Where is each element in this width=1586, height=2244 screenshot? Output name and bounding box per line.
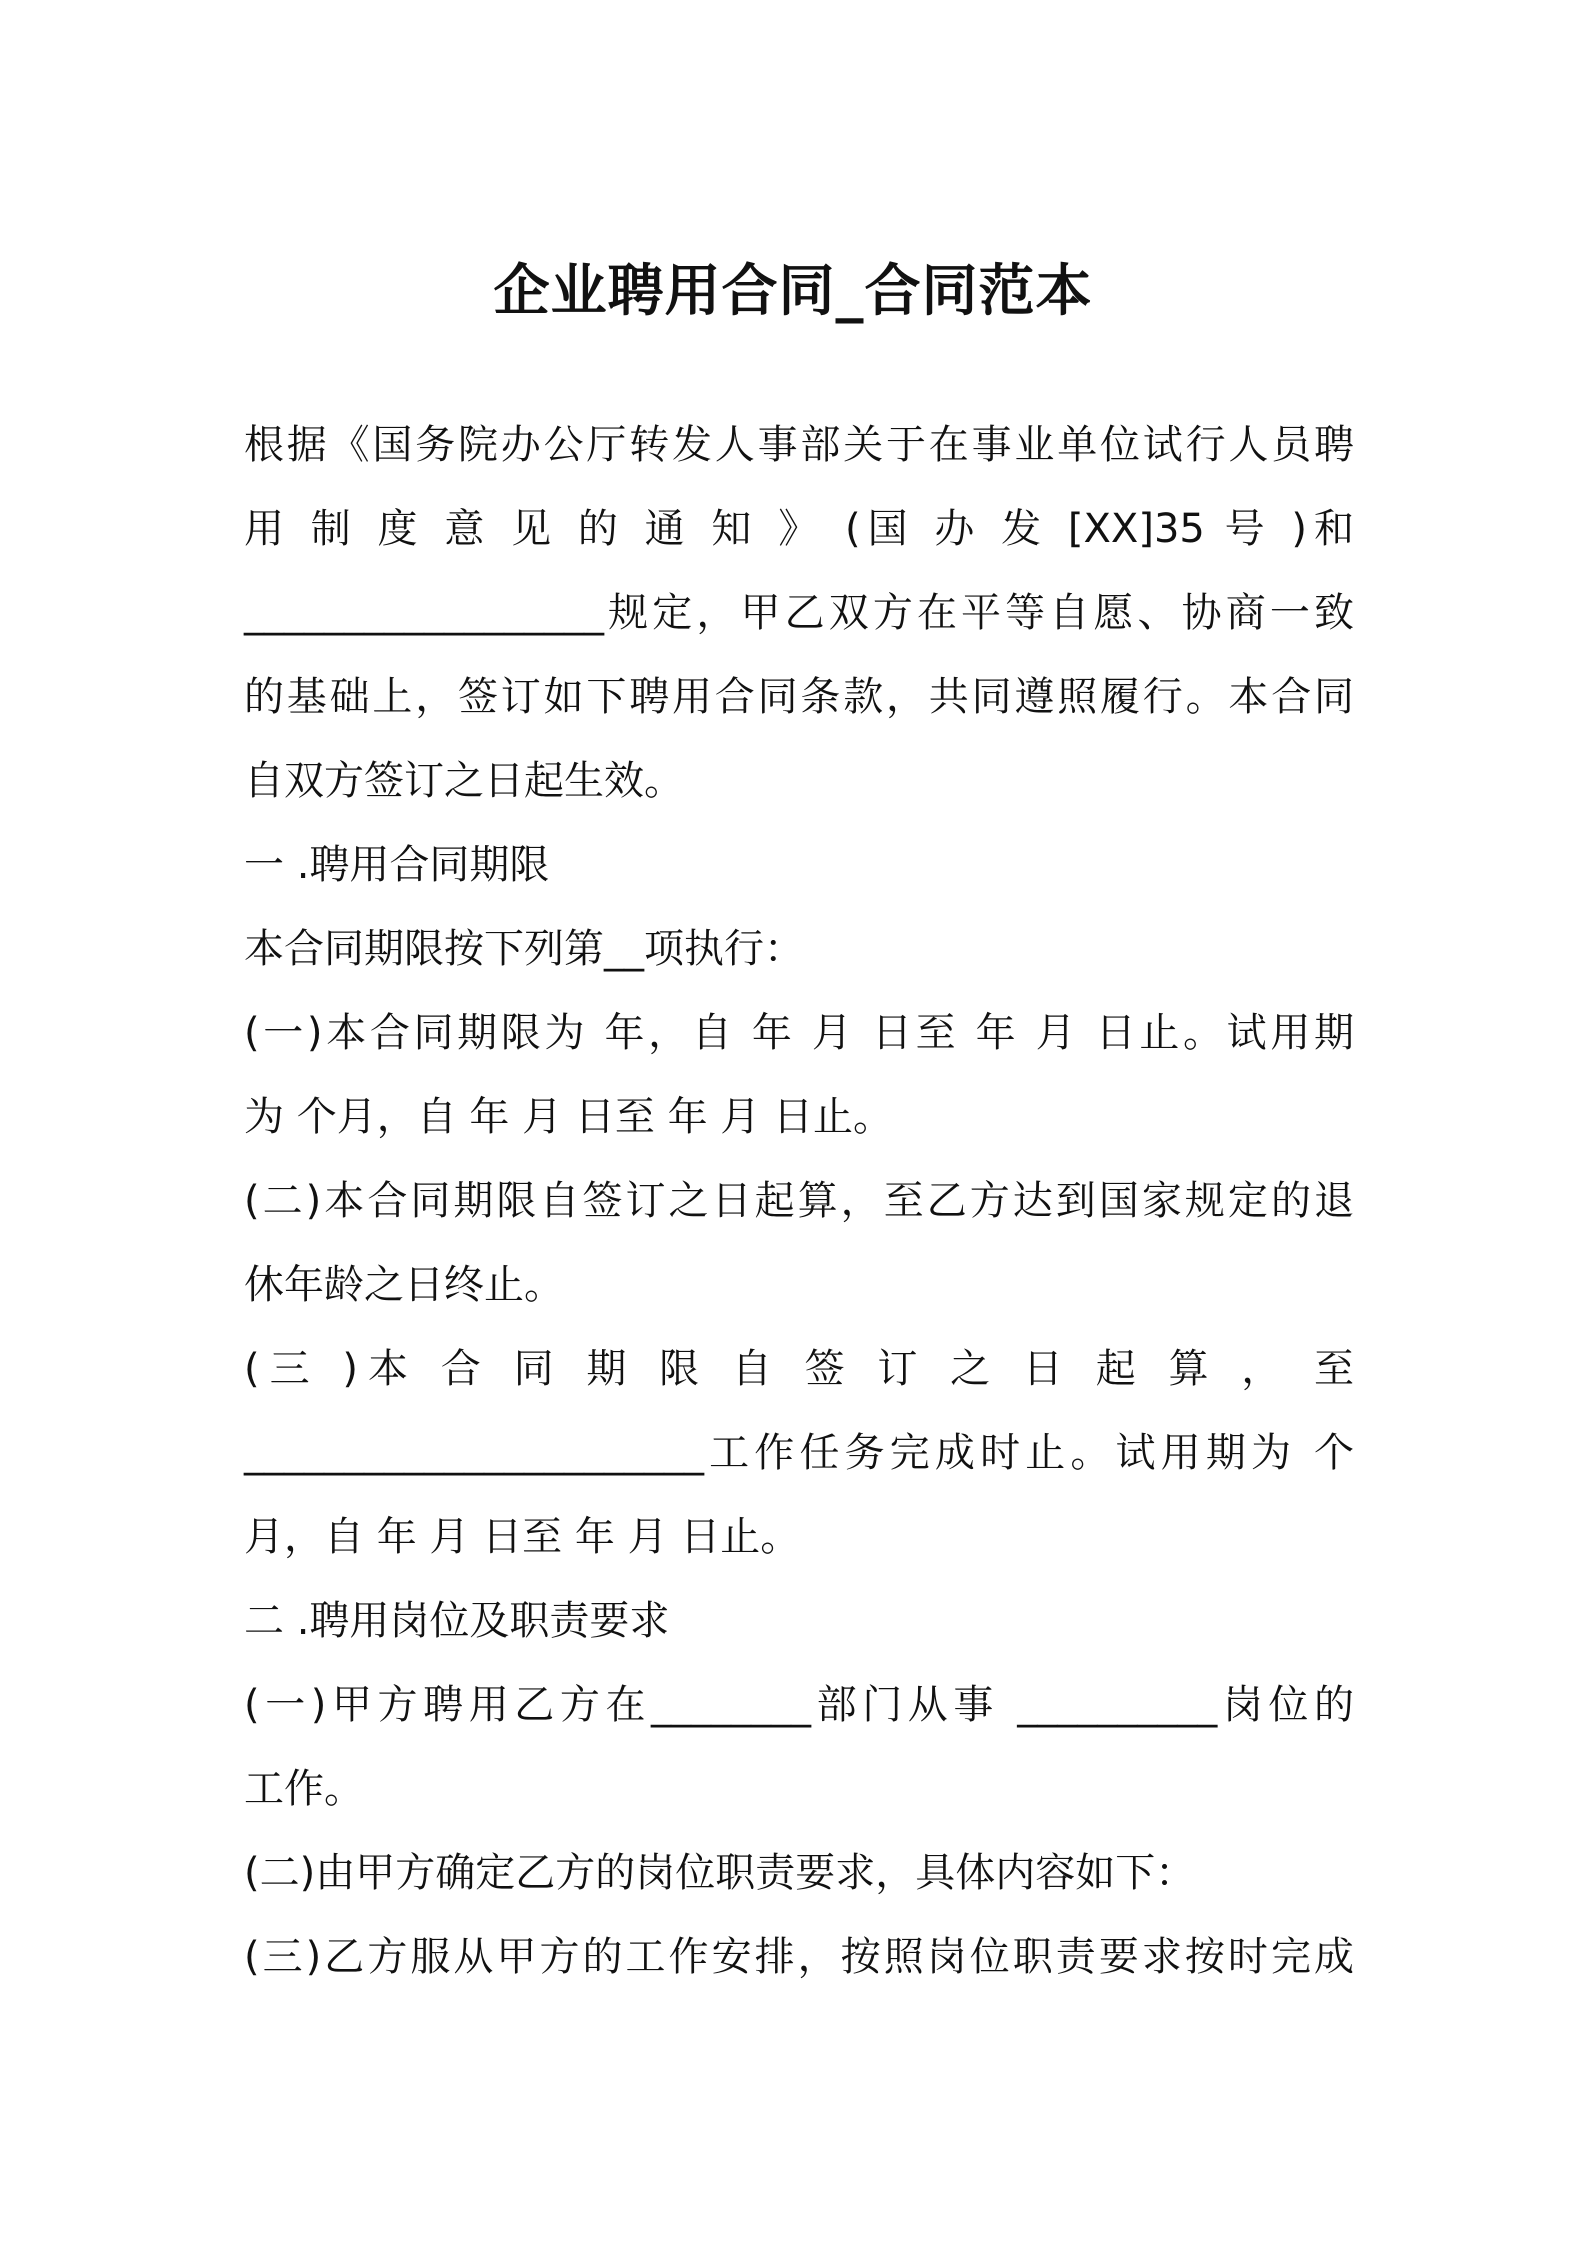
section-heading-1: 一 .聘用合同期限 — [244, 842, 550, 888]
paragraph-line-12: (三 )本 合 同 期 限 自 签 订 之 日 起 算 ， 至 — [244, 1346, 1354, 1392]
paragraph-line-13: _______________________工作任务完成时止。试用期为 个 — [244, 1430, 1354, 1476]
paragraph-line-8: (一)本合同期限为 年，自 年 月 日至 年 月 日止。试用期 — [244, 1010, 1354, 1056]
paragraph-line-10: (二)本合同期限自签订之日起算，至乙方达到国家规定的退 — [244, 1178, 1354, 1224]
document-title: 企业聘用合同_合同范本 — [493, 259, 1093, 324]
paragraph-line-14: 月，自 年 月 日至 年 月 日止。 — [244, 1514, 801, 1560]
document-body — [244, 403, 1354, 1999]
paragraph-line-19: (三)乙方服从甲方的工作安排，按照岗位职责要求按时完成 — [244, 1934, 1354, 1980]
paragraph-line-9: 为 个月，自 年 月 日至 年 月 日止。 — [244, 1094, 894, 1140]
section-heading-2: 二 .聘用岗位及职责要求 — [244, 1598, 670, 1644]
paragraph-line-1: 根据《国务院办公厅转发人事部关于在事业单位试行人员聘 — [244, 422, 1354, 468]
paragraph-line-17: 工作。 — [244, 1766, 364, 1812]
paragraph-line-2: 用 制 度 意 见 的 通 知 》 (国 办 发 [XX]35 号 )和 — [244, 506, 1354, 552]
paragraph-line-11: 休年龄之日终止。 — [244, 1262, 564, 1308]
paragraph-line-5: 自双方签订之日起生效。 — [244, 758, 684, 804]
paragraph-line-4: 的基础上，签订如下聘用合同条款，共同遵照履行。本合同 — [244, 674, 1354, 720]
paragraph-line-3: __________________规定，甲乙双方在平等自愿、协商一致 — [244, 590, 1354, 636]
paragraph-line-18: (二)由甲方确定乙方的岗位职责要求，具体内容如下： — [244, 1850, 1196, 1896]
paragraph-line-7: 本合同期限按下列第__项执行： — [244, 926, 804, 972]
paragraph-line-16: (一)甲方聘用乙方在________部门从事 __________岗位的 — [244, 1682, 1354, 1728]
